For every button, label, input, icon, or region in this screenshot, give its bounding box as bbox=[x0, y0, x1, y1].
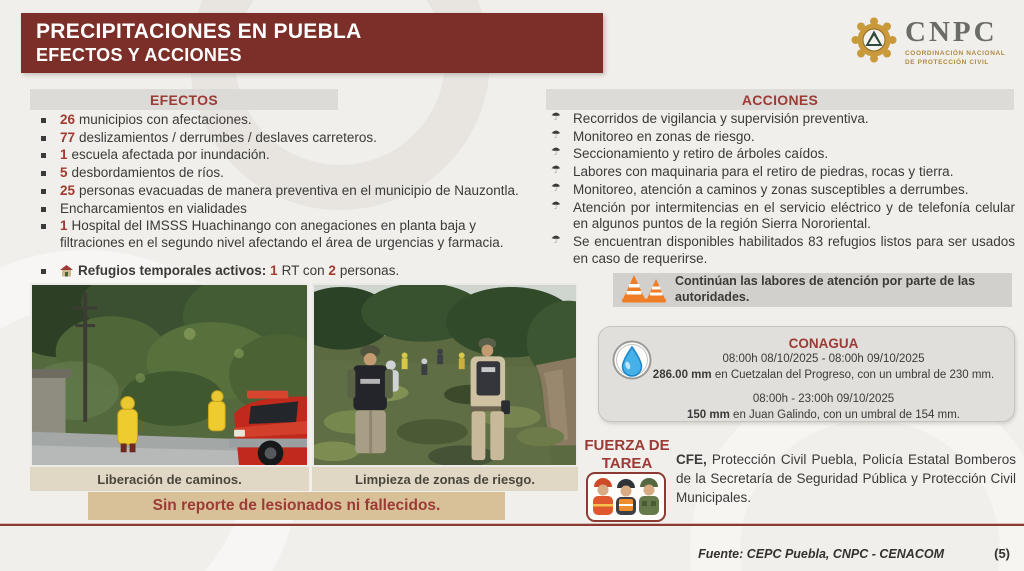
page-number: (5) bbox=[994, 546, 1010, 561]
list-item: ☂ Monitoreo, atención a caminos y zonas susceptibles a derrumbes. bbox=[551, 181, 969, 197]
conagua-reading: 286.00 mm en Cuetzalan del Progreso, con un umbral de 230 mm. bbox=[652, 368, 995, 381]
cnpc-emblem-icon bbox=[851, 17, 897, 68]
acciones-section-header: ACCIONES bbox=[546, 89, 1014, 110]
cnpc-acronym: CNPC bbox=[905, 16, 998, 49]
cnpc-logo bbox=[851, 17, 1005, 68]
umbrella-bullet-icon: ☂ bbox=[551, 128, 561, 141]
responders-icon bbox=[591, 474, 661, 521]
cnpc-logo-text bbox=[905, 18, 1005, 67]
list-item: 1 Hospital del IMSSS Huachinango con anegaciones en planta baja y filtraciones en el segundo nivel afectando el área de urgencias y farmacia. bbox=[32, 218, 537, 251]
conagua-reading: 150 mm en Juan Galindo, con un umbral de 154 mm. bbox=[687, 408, 960, 421]
umbrella-bullet-icon: ☂ bbox=[551, 234, 561, 247]
list-item: ☂ Labores con maquinaria para el retiro de piedras, rocas y tierra. bbox=[551, 164, 954, 180]
list-item: Encharcamientos en vialidades bbox=[32, 201, 537, 218]
square-bullet-icon bbox=[41, 153, 46, 158]
photo-risk-zone-cleanup bbox=[312, 283, 578, 467]
task-force-text: CFE, Protección Civil Puebla, Policía Estatal Bomberos de la Secretaría de Seguridad Pública y Protección Civil Municipales. bbox=[676, 452, 1016, 506]
list-item: ☂ Recorridos de vigilancia y supervisión preventiva. bbox=[551, 111, 869, 126]
square-bullet-icon bbox=[41, 136, 46, 141]
umbrella-bullet-icon: ☂ bbox=[551, 181, 561, 194]
no-casualties-banner: Sin reporte de lesionados ni fallecidos. bbox=[88, 492, 505, 520]
square-bullet-icon bbox=[41, 118, 46, 123]
umbrella-bullet-icon: ☂ bbox=[551, 146, 561, 159]
list-item: ☂ Monitoreo en zonas de riesgo. bbox=[551, 128, 755, 144]
photo-road-clearing bbox=[30, 283, 309, 467]
umbrella-bullet-icon: ☂ bbox=[551, 199, 561, 212]
ongoing-work-notice bbox=[613, 273, 1012, 307]
efectos-list bbox=[32, 112, 537, 283]
efectos-section-header: EFECTOS bbox=[30, 89, 338, 110]
photo-caption: Limpieza de zonas de riesgo. bbox=[312, 467, 578, 491]
list-item: ☂ Atención por intermitencias en el servicio eléctrico y de telefonía celular en algunos puntos de la región Sierra Nororiental. bbox=[551, 199, 1015, 232]
cnpc-org-name: COORDINACIÓN NACIONAL DE PROTECCIÓN CIVIL bbox=[905, 50, 1006, 66]
task-force-label: FUERZA DE TAREA bbox=[584, 437, 670, 472]
list-item: 77 deslizamientos / derrumbes / deslaves carreteros. bbox=[32, 130, 537, 147]
list-item: ☂ Se encuentran disponibles habilitados 83 refugios listos para ser usados en caso de requerirse. bbox=[551, 234, 1015, 266]
task-force-icon-box bbox=[586, 472, 666, 522]
list-item: 25 personas evacuadas de manera preventiva en el municipio de Nauzontla. bbox=[32, 183, 537, 200]
square-bullet-icon bbox=[41, 269, 46, 274]
conagua-content bbox=[643, 336, 1004, 423]
page-subtitle: EFECTOS Y ACCIONES bbox=[36, 45, 242, 65]
square-bullet-icon bbox=[41, 171, 46, 176]
list-item: ☂ Seccionamiento y retiro de árboles caídos. bbox=[551, 146, 829, 162]
photo-caption: Liberación de caminos. bbox=[30, 467, 309, 491]
conagua-title: CONAGUA bbox=[788, 336, 859, 351]
list-item: 26 municipios con afectaciones. bbox=[32, 112, 537, 129]
acciones-list bbox=[548, 111, 1015, 269]
traffic-cones-icon bbox=[621, 272, 667, 309]
refugios-line: Refugios temporales activos: 1 RT con 2 personas. bbox=[32, 263, 537, 282]
title-bar bbox=[21, 13, 603, 73]
notice-text: Continúan las labores de atención por parte de las autoridades. bbox=[675, 274, 976, 304]
shelter-house-icon bbox=[60, 265, 73, 282]
conagua-period: 08:00h - 23:00h 09/10/2025 bbox=[752, 393, 895, 406]
conagua-panel bbox=[598, 326, 1015, 422]
list-item: 1 escuela afectada por inundación. bbox=[32, 147, 537, 164]
square-bullet-icon bbox=[41, 207, 46, 212]
source-text: Fuente: CEPC Puebla, CNPC - CENACOM bbox=[698, 547, 944, 561]
footer-divider bbox=[0, 523, 1024, 526]
page-title: PRECIPITACIONES EN PUEBLA bbox=[36, 20, 362, 43]
umbrella-bullet-icon: ☂ bbox=[551, 164, 561, 177]
list-item: 5 desbordamientos de ríos. bbox=[32, 165, 537, 182]
square-bullet-icon bbox=[41, 189, 46, 194]
square-bullet-icon bbox=[41, 224, 46, 229]
conagua-period: 08:00h 08/10/2025 - 08:00h 09/10/2025 bbox=[722, 353, 925, 365]
umbrella-bullet-icon: ☂ bbox=[551, 111, 561, 123]
